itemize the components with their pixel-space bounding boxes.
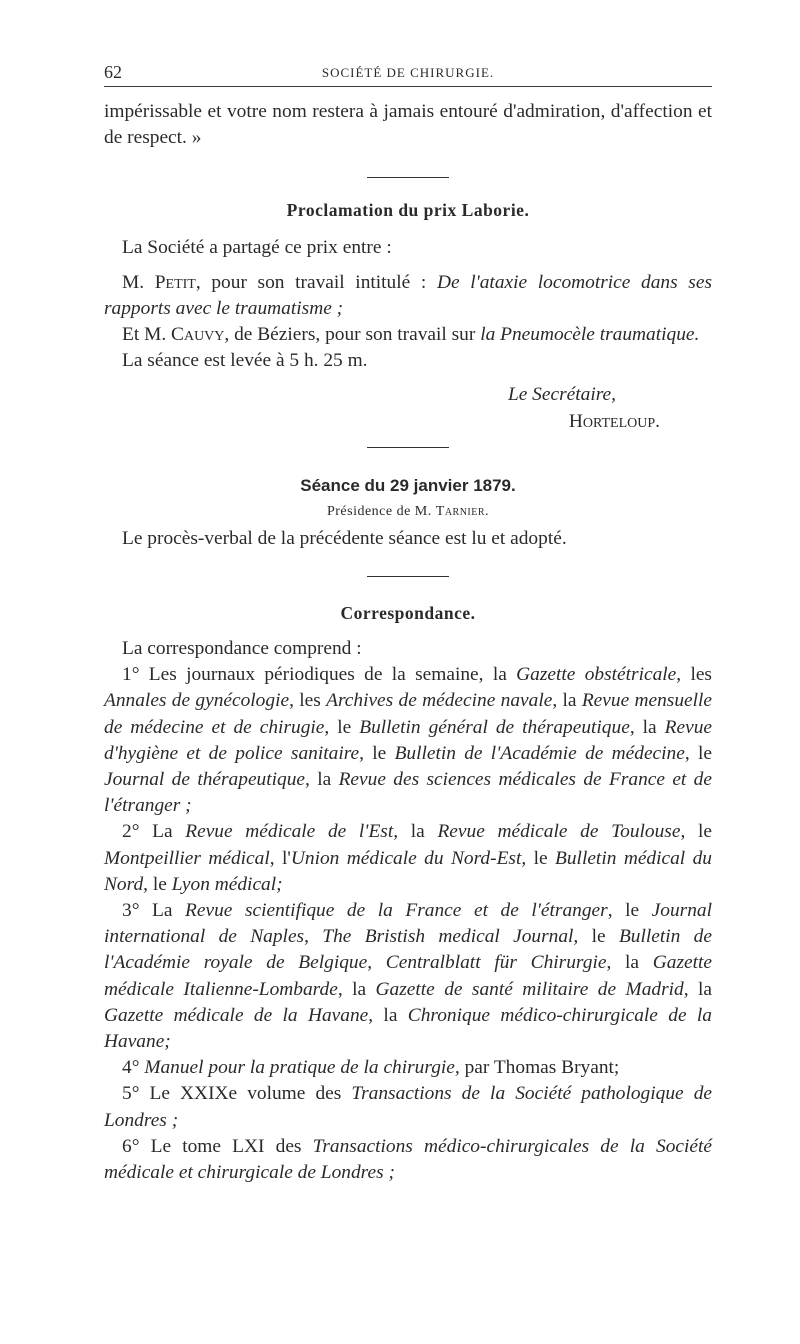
correspondance-item-2: 2° La Revue médicale de l'Est, la Revue médicale de Toulouse, le Montpeillier médical, l'Union médicale du Nord-Est, le Bulletin médical du Nord, le Lyon médical; xyxy=(104,821,712,895)
proces-verbal-paragraph: Le procès-verbal de la précédente séance est lu et adopté. xyxy=(122,527,567,549)
divider xyxy=(367,576,449,577)
work-title: la Pneumocèle traumatique. xyxy=(480,324,700,346)
page-number: 62 xyxy=(104,62,122,82)
work-title: De l'ataxie locomotrice dans ses rapports avec le traumatisme ; xyxy=(104,271,713,319)
presidence-line: Présidence de M. Tarnier. xyxy=(326,503,490,519)
secretaire-name: Horteloup. xyxy=(568,410,660,432)
secretaire-label: Le Secrétaire, xyxy=(507,384,616,406)
levee-paragraph: La séance est levée à 5 h. 25 m. xyxy=(122,350,368,372)
prix-paragraph-petit: M. Petit, pour son travail intitulé : De l'ataxie locomotrice dans ses rapports avec le traumatisme ; xyxy=(104,271,713,319)
author-name: Petit xyxy=(154,271,196,293)
correspondance-item-6: 6° Le tome LXI des Transactions médico-chirurgicales de la Société médicale et chirurgicale de Londres ; xyxy=(104,1135,712,1184)
correspondance-item-1: 1° Les journaux périodiques de la semaine, la Gazette obstétricale, les Annales de gynécologie, les Archives de médecine navale, la Revue mensuelle de médecine et de chirugie, le Bulletin général de thérapeutique, la Revue d'hygiène et de police sanitaire, le Bulletin de l'Académie de médecine, le Journal de thérapeutique, la Revue des sciences médicales de France et de l'étranger ; xyxy=(104,664,713,817)
prix-paragraph-cauvy: Et M. Cauvy, de Béziers, pour son travail sur la Pneumocèle traumatique. xyxy=(122,324,700,346)
correspondance-item-4: 4° Manuel pour la pratique de la chirurgie, par Thomas Bryant; xyxy=(122,1057,620,1079)
intro-paragraph: impérissable et votre nom restera à jamais entouré d'admiration, d'affection et de respect. » xyxy=(104,101,712,149)
correspondance-intro: La correspondance comprend : xyxy=(122,638,362,660)
correspondance-heading: Correspondance. xyxy=(340,603,476,624)
prix-heading: Proclamation du prix Laborie. xyxy=(286,200,530,221)
divider xyxy=(367,447,449,448)
author-name: Cauvy xyxy=(171,324,225,346)
document-page xyxy=(104,56,712,1186)
prix-paragraph-1: La Société a partagé ce prix entre : xyxy=(122,237,392,259)
running-head xyxy=(104,56,712,87)
running-title: SOCIÉTÉ DE CHIRURGIE. xyxy=(321,65,495,80)
seance-title: Séance du 29 janvier 1879. xyxy=(300,475,516,495)
correspondance-item-3: 3° La Revue scientifique de la France et de l'étranger, le Journal international de Naples, The Bristish medical Journal, le Bulletin de l'Académie royale de Belgique, Centralblatt für Chirurgie, la Gazette médicale Italienne-Lombarde, la Gazette de santé militaire de Madrid, la Gazette médicale de la Havane, la Chronique médico-chirurgicale de la Havane; xyxy=(104,900,712,1053)
divider xyxy=(367,177,449,178)
correspondance-item-5: 5° Le XXIXe volume des Transactions de la Société pathologique de Londres ; xyxy=(104,1083,712,1131)
